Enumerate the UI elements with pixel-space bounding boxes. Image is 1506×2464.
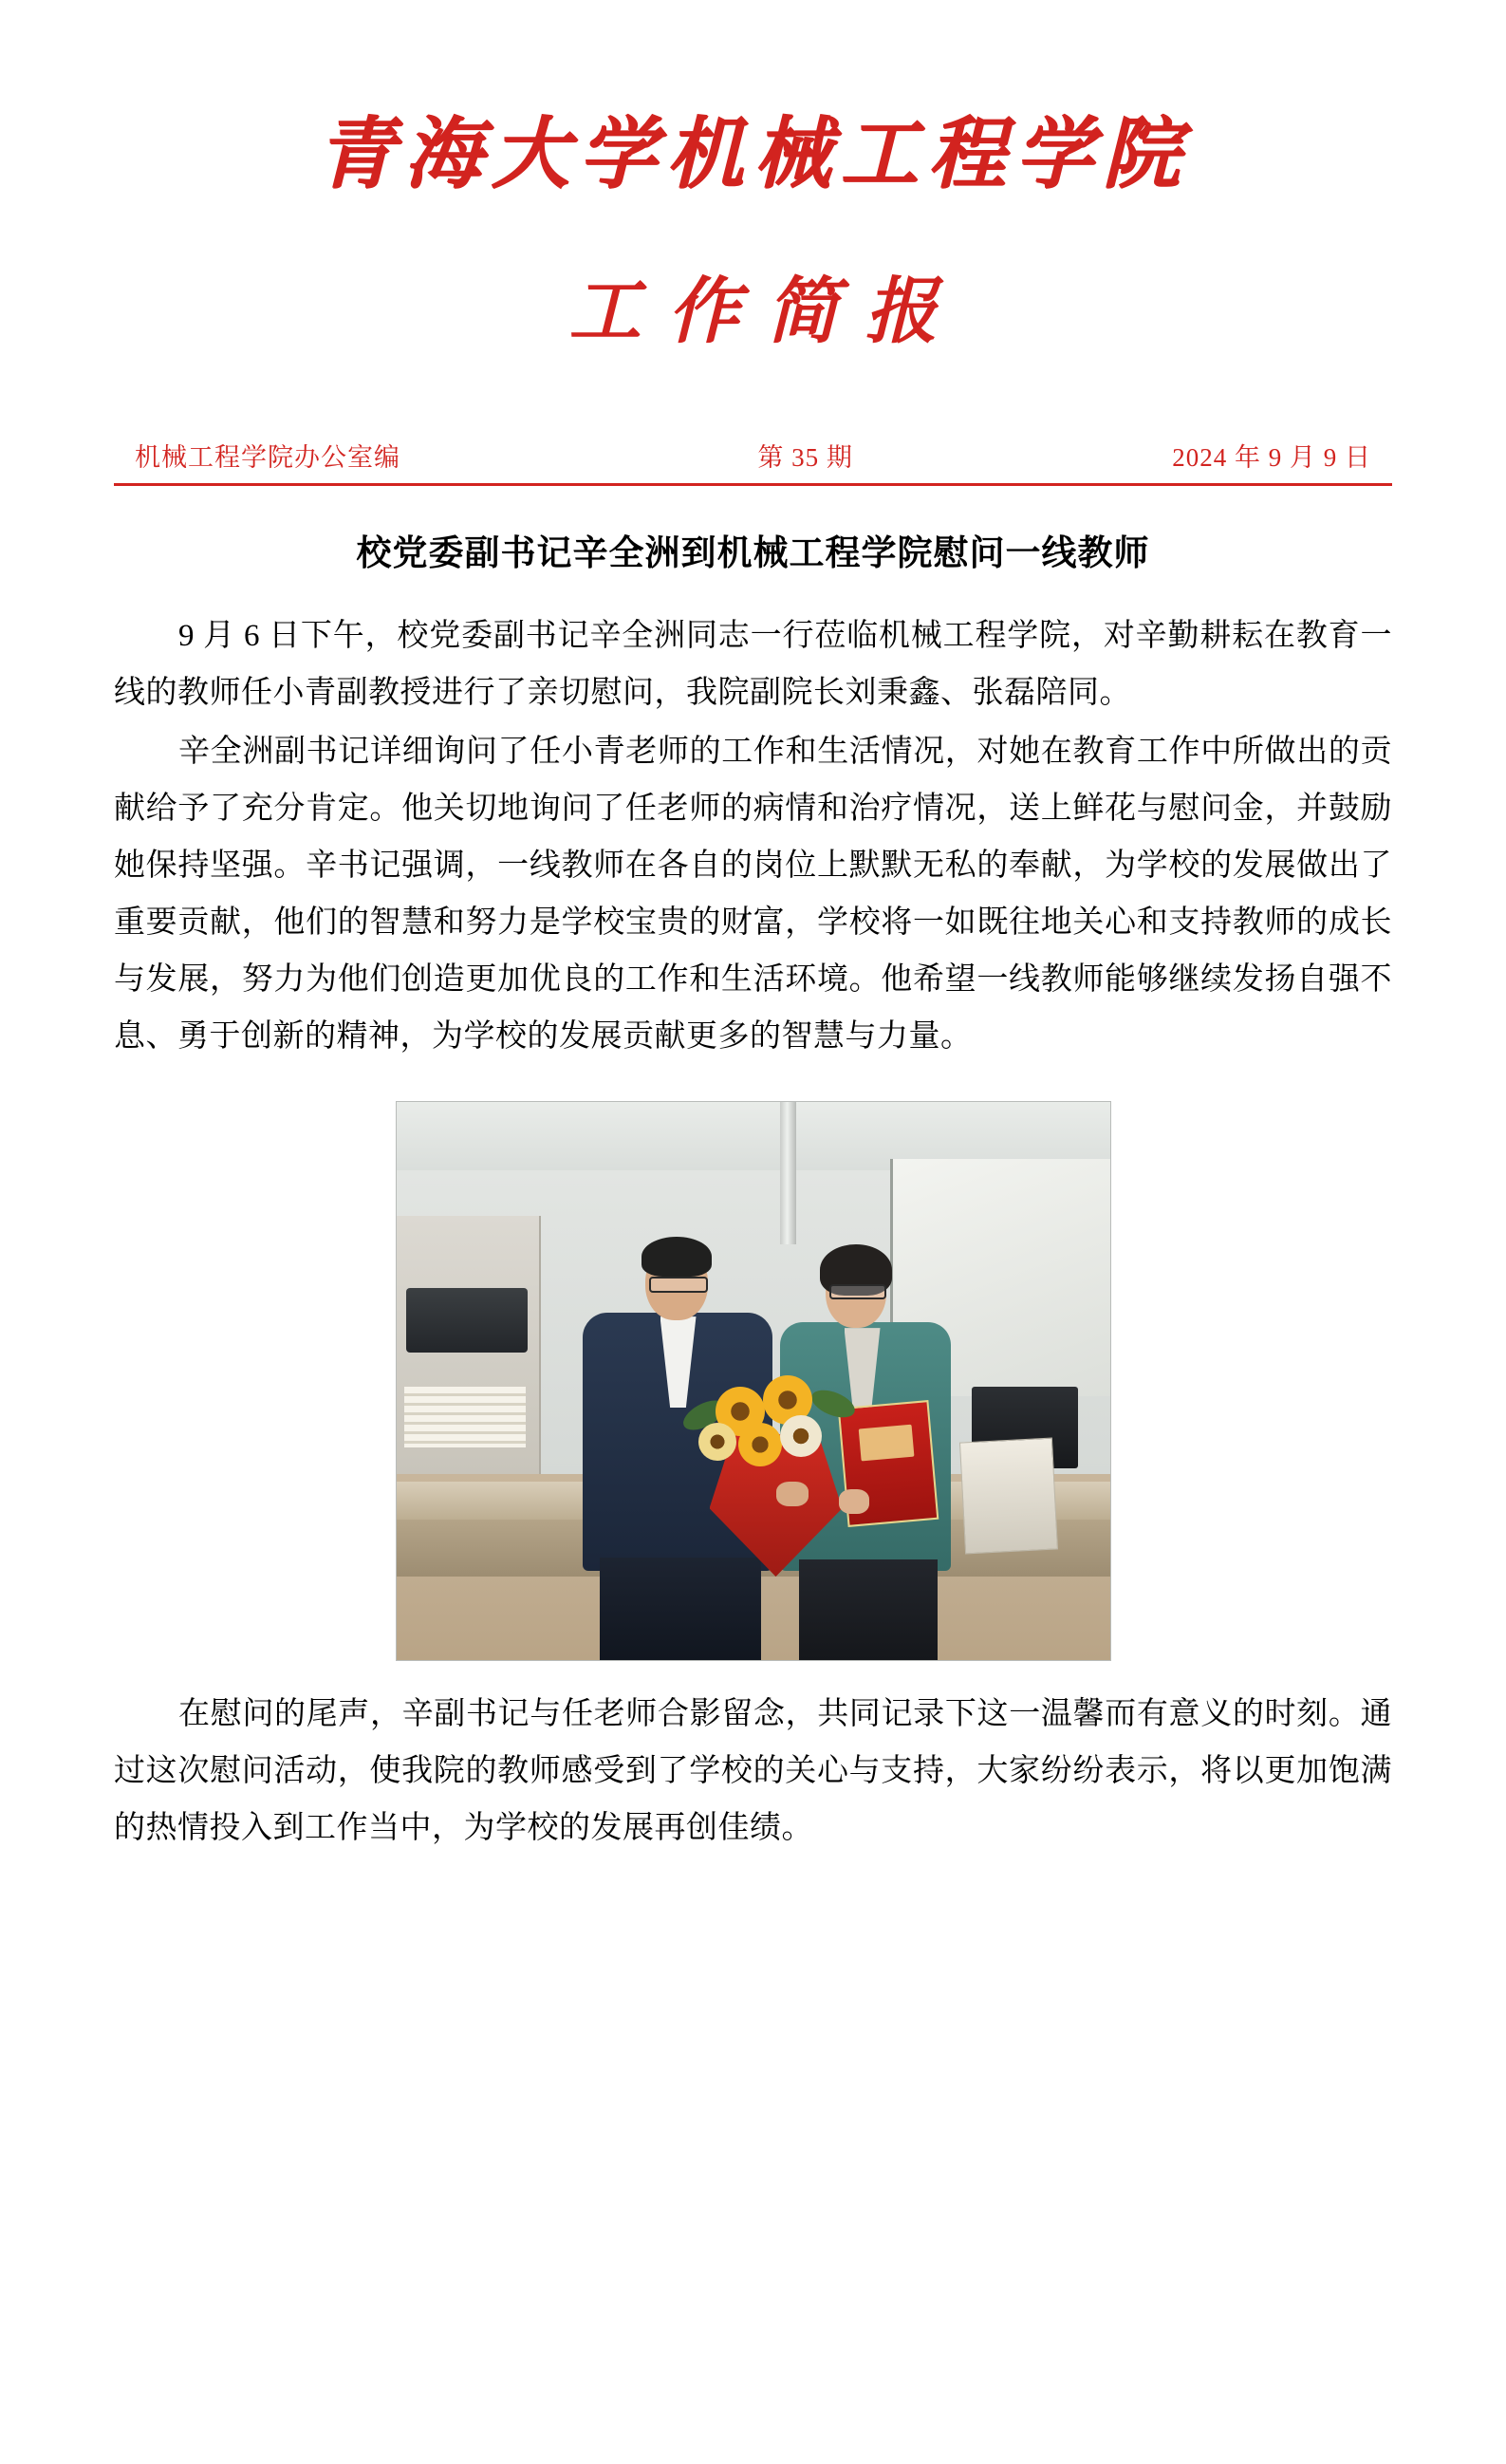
article-body-bottom xyxy=(114,1686,1392,1857)
paragraph: 9 月 6 日下午，校党委副书记辛全洲同志一行莅临机械工程学院，对辛勤耕耘在教育一线的教师任小青副教授进行了亲切慰问，我院副院长刘秉鑫、张磊陪同。 xyxy=(114,618,1392,710)
photo-papers xyxy=(404,1387,526,1447)
header-divider xyxy=(114,483,1392,486)
photo-sunflower xyxy=(738,1423,782,1466)
photo-person-male-hair xyxy=(641,1237,712,1277)
masthead xyxy=(114,109,1392,353)
photo-hand xyxy=(839,1489,869,1514)
issue-date: 2024 年 9 月 9 日 xyxy=(1172,442,1371,472)
paragraph: 在慰问的尾声，辛副书记与任老师合影留念，共同记录下这一温馨而有意义的时刻。通过这次慰问活动，使我院的教师感受到了学校的关心与支持，大家纷纷表示，将以更加饱满的热情投入到工作当中，为学校的发展再创佳绩。 xyxy=(114,1697,1392,1846)
issue-bar xyxy=(114,437,1392,483)
photo-person-female-glasses xyxy=(829,1284,886,1299)
photo-sunflower xyxy=(698,1423,736,1461)
page-title: 校党委副书记辛全洲到机械工程学院慰问一线教师 xyxy=(356,532,1150,573)
photo-hand xyxy=(776,1482,809,1506)
article-body-top xyxy=(114,607,1392,1065)
photo-certificate-label xyxy=(858,1425,914,1462)
photo-cabinet xyxy=(397,1216,541,1501)
masthead-title-line2: 工作简报 xyxy=(568,269,964,354)
photo-person-male-glasses xyxy=(649,1277,708,1293)
photo-folder xyxy=(958,1438,1057,1555)
photo-printer xyxy=(406,1288,528,1353)
issue-number: 第 35 期 xyxy=(757,442,853,472)
photo-container xyxy=(114,1101,1392,1661)
photo-pipe xyxy=(780,1102,796,1244)
paragraph: 辛全洲副书记详细询问了任小青老师的工作和生活情况，对她在教育工作中所做出的贡献给予了充分肯定。他关切地询问了任老师的病情和治疗情况，送上鲜花与慰问金，并鼓励她保持坚强。辛书记强调，一线教师在各自的岗位上默默无私的奉献，为学校的发展做出了重要贡献，他们的智慧和努力是学校宝贵的财富，学校将一如既往地关心和支持教师的成长与发展，努力为他们创造更加优良的工作和生活环境。他希望一线教师能够继续发扬自强不息、勇于创新的精神，为学校的发展贡献更多的智慧与力量。 xyxy=(114,734,1392,1055)
photo-person-male-legs xyxy=(600,1558,761,1660)
masthead-title-line1: 青海大学机械工程学院 xyxy=(316,108,1190,199)
article-photo xyxy=(396,1101,1111,1661)
photo-sunflower xyxy=(780,1415,822,1457)
photo-person-female-legs xyxy=(799,1559,938,1660)
issue-editor: 机械工程学院办公室编 xyxy=(135,442,400,472)
